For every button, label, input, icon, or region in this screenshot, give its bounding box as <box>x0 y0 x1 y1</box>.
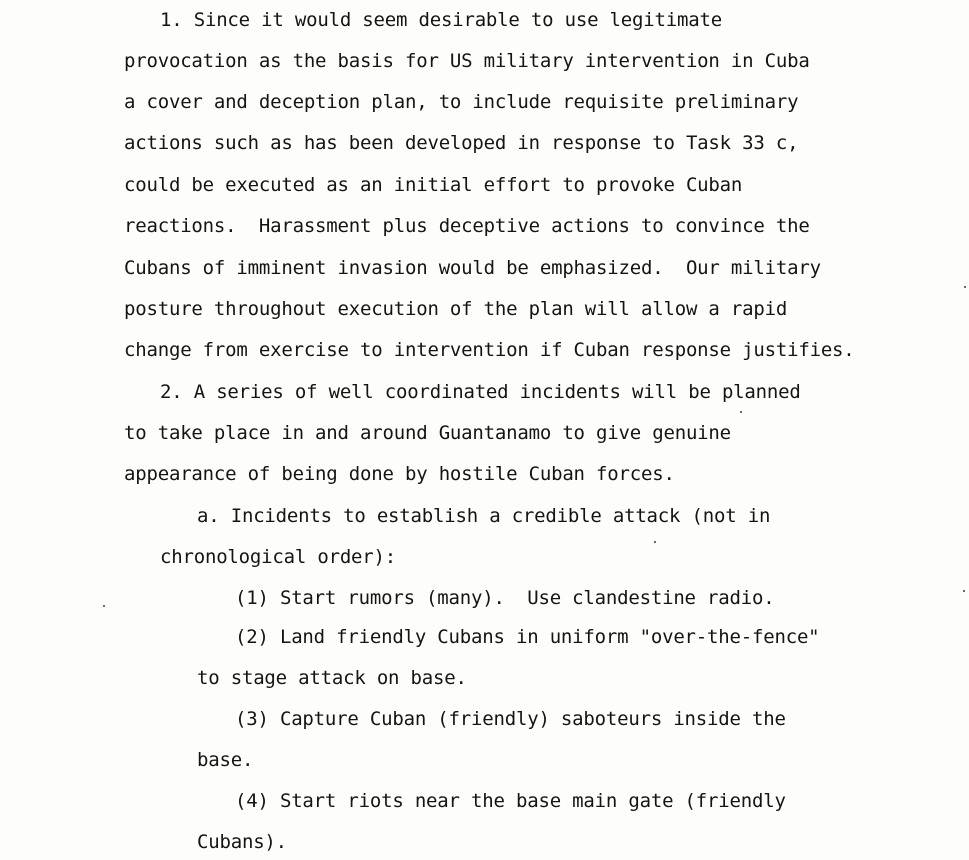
paragraph-1-line-4: actions such as has been developed in response to Task 33 c, <box>124 132 799 154</box>
subitem-2-line-1: (2) Land friendly Cubans in uniform "over-the-fence" <box>235 626 820 648</box>
scan-speck <box>654 541 656 543</box>
paragraph-1-line-6: reactions. Harassment plus deceptive actions to convince the <box>124 215 810 237</box>
subitem-1: (1) Start rumors (many). Use clandestine radio. <box>235 587 775 609</box>
item-a-line-1: a. Incidents to establish a credible attack (not in <box>197 505 771 527</box>
paragraph-1-line-1: 1. Since it would seem desirable to use legitimate <box>160 9 722 31</box>
paragraph-1-line-8: posture throughout execution of the plan will allow a rapid <box>124 298 788 320</box>
subitem-2-line-2: to stage attack on base. <box>197 667 467 689</box>
paragraph-2-line-3: appearance of being done by hostile Cuban forces. <box>124 463 675 485</box>
scan-speck <box>103 605 105 607</box>
subitem-4-line-2: Cubans). <box>197 831 287 853</box>
scan-speck <box>964 286 966 288</box>
scan-speck <box>963 590 965 592</box>
subitem-4-line-1: (4) Start riots near the base main gate (friendly <box>235 790 786 812</box>
paragraph-1-line-3: a cover and deception plan, to include requisite preliminary <box>124 91 799 113</box>
paragraph-1-line-7: Cubans of imminent invasion would be emphasized. Our military <box>124 257 821 279</box>
subitem-3-line-2: base. <box>197 749 254 771</box>
item-a-line-2: chronological order): <box>160 546 397 568</box>
paragraph-1-line-9: change from exercise to intervention if Cuban response justifies. <box>124 339 855 361</box>
paragraph-2-line-2: to take place in and around Guantanamo to give genuine <box>124 422 731 444</box>
scan-speck <box>740 411 742 413</box>
paragraph-1-line-2: provocation as the basis for US military intervention in Cuba <box>124 50 810 72</box>
paragraph-2-line-1: 2. A series of well coordinated incidents will be planned <box>160 381 801 403</box>
subitem-3-line-1: (3) Capture Cuban (friendly) saboteurs inside the <box>235 708 786 730</box>
paragraph-1-line-5: could be executed as an initial effort to provoke Cuban <box>124 174 743 196</box>
